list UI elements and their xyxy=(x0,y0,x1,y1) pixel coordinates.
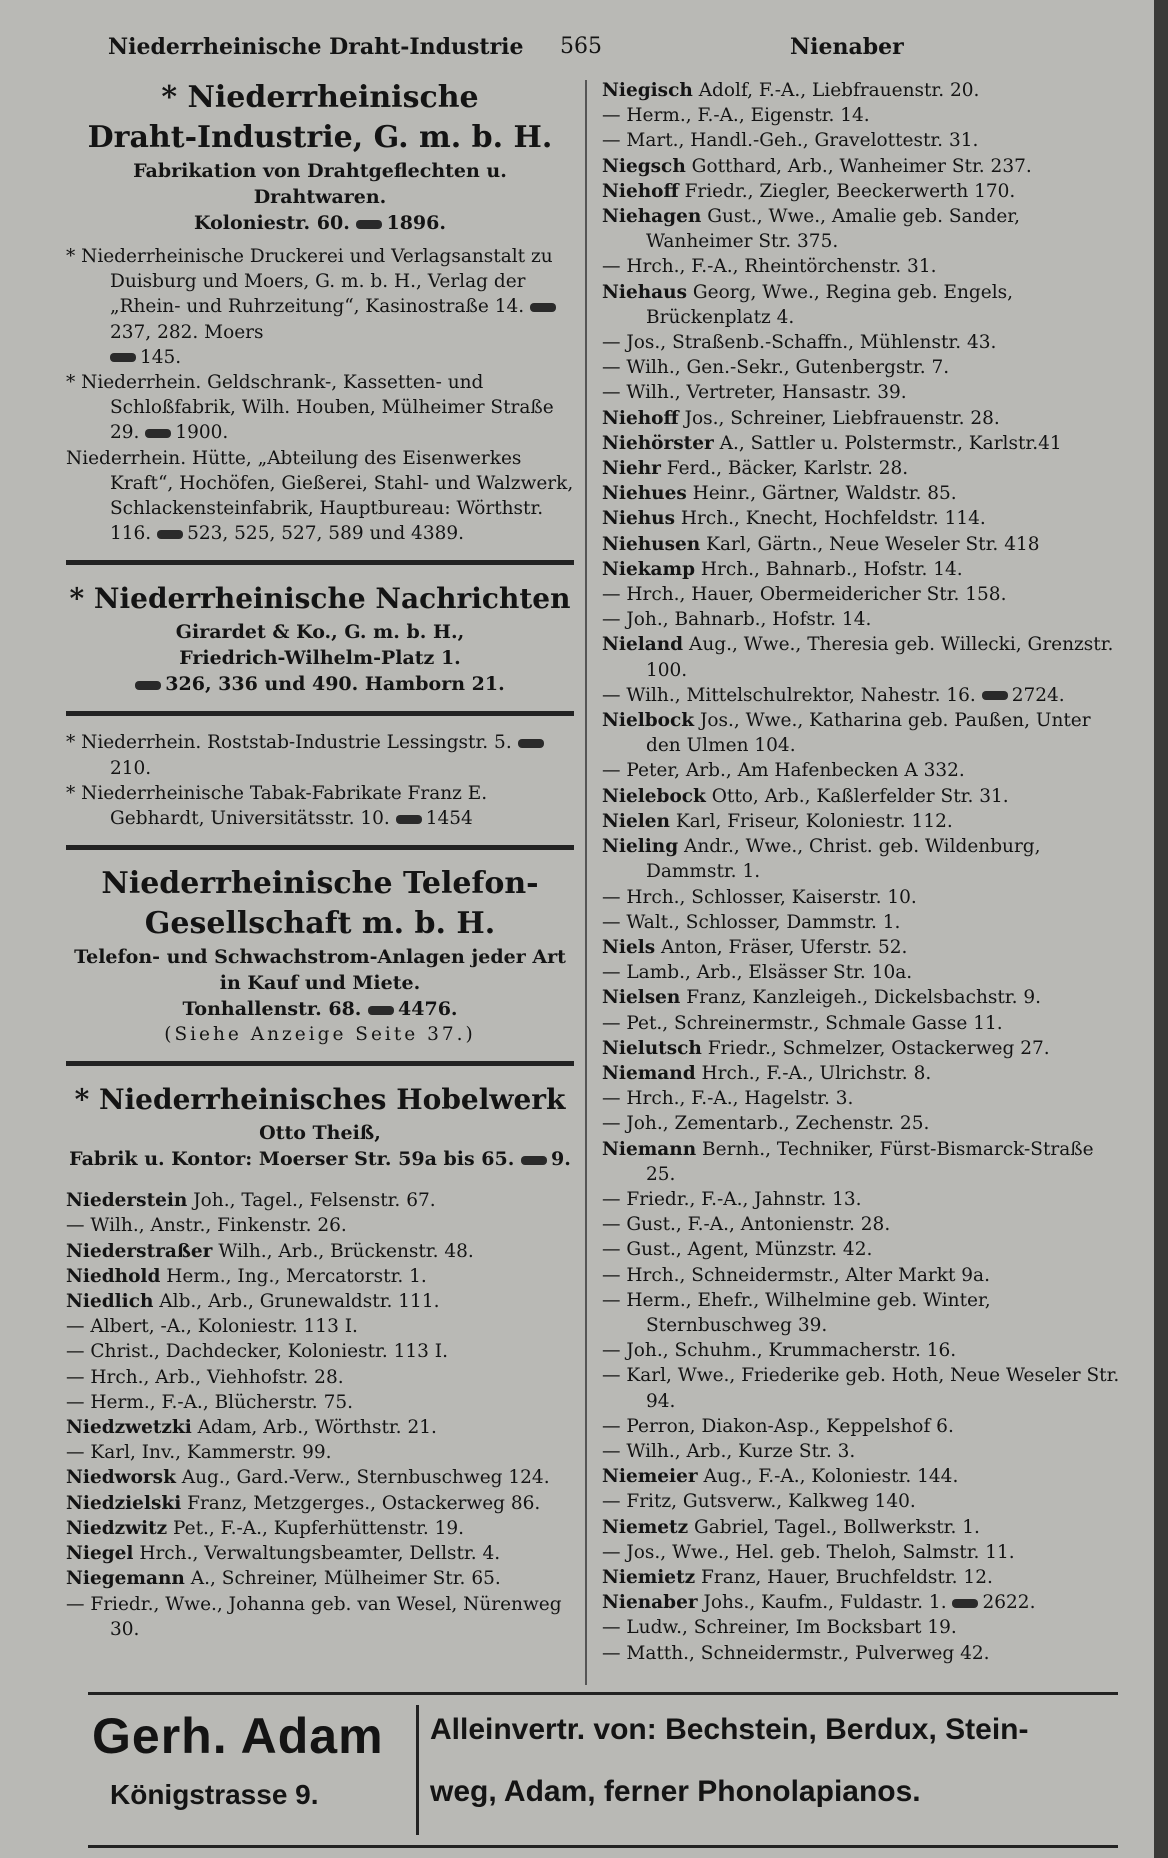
list-item: — Gust., Agent, Münzstr. 42. xyxy=(602,1239,873,1261)
list-item: Niels Anton, Fräser, Uferstr. 52. xyxy=(602,936,908,958)
list-item: — Hrch., Hauer, Obermeidericher Str. 158. xyxy=(602,584,1007,606)
list-item: — Mart., Handl.-Geh., Gravelottestr. 31. xyxy=(602,130,979,152)
list-item: — Hrch., F.-A., Rheintörchenstr. 31. xyxy=(602,256,937,278)
header-left: Niederrheinische Draht-Industrie xyxy=(108,34,524,60)
list-item: — Pet., Schreinermstr., Schmale Gasse 11. xyxy=(602,1012,1003,1034)
list-item: — Herm., F.-A., Eigenstr. 14. xyxy=(602,105,870,127)
list-item: — Wilh., Vertreter, Hansastr. 39. xyxy=(602,382,907,404)
list-item: Niemeier Aug., F.-A., Koloniestr. 144. xyxy=(602,1466,959,1488)
list-item: Niegisch Adolf, F.-A., Liebfrauenstr. 20. xyxy=(602,80,980,101)
nachrichten-line-1: Girardet & Ko., G. m. b. H., xyxy=(175,621,465,644)
list-item: Nielen Karl, Friseur, Koloniestr. 112. xyxy=(602,810,953,832)
list-item: Niehagen Gust., Wwe., Amalie geb. Sander, Wanheimer Str. 375. xyxy=(602,206,1020,253)
ad-line-2: weg, Adam, ferner Phonolapianos. xyxy=(430,1775,921,1808)
divider xyxy=(66,845,574,850)
list-item: — Matth., Schneidermstr., Pulverweg 42. xyxy=(602,1642,990,1664)
list-item: Niehusen Karl, Gärtn., Neue Weseler Str. 418 xyxy=(602,533,1040,555)
list-item: — Hrch., Arb., Viehhofstr. 28. xyxy=(66,1366,344,1388)
telefon-block xyxy=(66,864,574,1047)
telephone-icon xyxy=(368,1006,394,1015)
list-item: — Hrch., Schlosser, Kaiserstr. 10. xyxy=(602,886,917,908)
list-item: Niehues Heinr., Gärtner, Waldstr. 85. xyxy=(602,483,957,505)
telefon-line-2: in Kauf und Miete. xyxy=(219,972,421,995)
telefon-title-2: Gesellschaft m. b. H. xyxy=(144,906,496,942)
list-item: Nielbock Jos., Wwe., Katharina geb. Paußen, Unter den Ulmen 104. xyxy=(602,710,1091,757)
list-item: — Jos., Wwe., Hel. geb. Theloh, Salmstr. 11. xyxy=(602,1541,1015,1563)
list-item: Nielebock Otto, Arb., Kaßlerfelder Str. 31. xyxy=(602,785,1009,807)
list-item: — Joh., Schuhm., Krummacherstr. 16. xyxy=(602,1340,957,1362)
hobelwerk-block xyxy=(66,1080,574,1172)
list-item: Niedworsk Aug., Gard.-Verw., Sternbuschweg 124. xyxy=(66,1467,550,1489)
list-item: — Wilh., Gen.-Sekr., Gutenbergstr. 7. xyxy=(602,357,950,379)
telephone-icon xyxy=(982,691,1008,700)
list-item: — Lamb., Arb., Elsässer Str. 10a. xyxy=(602,962,913,984)
hobelwerk-line-2: Fabrik u. Kontor: Moerser Str. 59a bis 65. 9. xyxy=(69,1148,571,1171)
list-item: — Friedr., F.-A., Jahnstr. 13. xyxy=(602,1188,862,1210)
list-item: * Niederrheinische Tabak-Fabrikate Franz E. Gebhardt, Universitätsstr. 10. 1454 xyxy=(66,782,488,830)
drahtindustrie-title-2: Draht-Industrie, G. m. b. H. xyxy=(87,120,553,155)
list-item: Niemetz Gabriel, Tagel., Bollwerkstr. 1. xyxy=(602,1516,980,1538)
list-item: — Joh., Bahnarb., Hofstr. 14. xyxy=(602,609,872,631)
list-item: Niedzwitz Pet., F.-A., Kupferhüttenstr. 19. xyxy=(66,1517,465,1539)
telephone-icon xyxy=(145,429,171,438)
list-item: Niehoff Jos., Schreiner, Liebfrauenstr. 28. xyxy=(602,407,1000,429)
page-number: 565 xyxy=(560,34,602,59)
telefon-line-1: Telefon- und Schwachstrom-Anlagen jeder Art xyxy=(74,946,566,969)
list-item: — Albert, -A., Koloniestr. 113 I. xyxy=(66,1316,358,1338)
telephone-icon xyxy=(110,353,136,362)
ad-line-1: Alleinvertr. von: Bechstein, Berdux, Stein- xyxy=(430,1713,1029,1746)
list-item: Niederstraßer Wilh., Arb., Brückenstr. 48. xyxy=(66,1240,474,1262)
telefon-line-3: Tonhallenstr. 68. 4476. xyxy=(182,998,458,1021)
list-item: — Walt., Schlosser, Dammstr. 1. xyxy=(602,911,901,933)
list-item: Nielsen Franz, Kanzleigeh., Dickelsbachstr. 9. xyxy=(602,987,1042,1009)
advertisement xyxy=(88,1692,1118,1848)
telefon-title-1: Niederrheinische Telefon- xyxy=(101,866,539,902)
list-item: Niehörster A., Sattler u. Polstermstr., Karlstr.41 xyxy=(602,432,1062,454)
list-item: Niedzielski Franz, Metzgerges., Ostackerweg 86. xyxy=(66,1492,541,1514)
list-item: — Hrch., Schneidermstr., Alter Markt 9a. xyxy=(602,1264,990,1286)
list-item: Niegemann A., Schreiner, Mülheimer Str. 65. xyxy=(66,1568,501,1590)
list-item: — Karl, Wwe., Friederike geb. Hoth, Neue Weseler Str. 94. xyxy=(602,1365,1120,1412)
list-item: Niemand Hrch., F.-A., Ulrichstr. 8. xyxy=(602,1062,932,1084)
ad-street: Königstrasse 9. xyxy=(110,1779,319,1810)
list-item: * Niederrhein. Roststab-Industrie Lessingstr. 5. 210. xyxy=(66,730,574,780)
list-item: Niehoff Friedr., Ziegler, Beeckerwerth 170. xyxy=(602,180,1016,202)
list-item: — Wilh., Anstr., Finkenstr. 26. xyxy=(66,1215,347,1237)
telephone-icon xyxy=(135,681,161,690)
list-item: Niemann Bernh., Techniker, Fürst-Bismarck-Straße 25. xyxy=(602,1138,1094,1185)
list-item: — Wilh., Mittelschulrektor, Nahestr. 16. 2724. xyxy=(602,684,1065,706)
divider xyxy=(66,560,574,565)
telephone-icon xyxy=(396,815,422,824)
list-item: Nielutsch Friedr., Schmelzer, Ostackerweg 27. xyxy=(602,1037,1050,1059)
hobelwerk-line-1: Otto Theiß, xyxy=(259,1122,381,1145)
nachrichten-tel: 326, 336 und 490. Hamborn 21. xyxy=(66,671,574,697)
telephone-icon xyxy=(157,530,183,539)
right-entry-list xyxy=(602,78,1122,1666)
divider xyxy=(66,711,574,716)
list-item: Niehaus Georg, Wwe., Regina geb. Engels, Brückenplatz 4. xyxy=(602,281,1014,328)
left-entry-list xyxy=(66,1188,574,1642)
list-item: Niedlich Alb., Arb., Grunewaldstr. 111. xyxy=(66,1291,440,1313)
list-item: Nienaber Johs., Kaufm., Fuldastr. 1. 2622. xyxy=(602,1592,1036,1614)
list-item: Nieland Aug., Wwe., Theresia geb. Willecki, Grenzstr. 100. xyxy=(602,634,1114,681)
divider xyxy=(66,1061,574,1066)
drahtindustrie-block xyxy=(66,78,574,236)
header-right: Nienaber xyxy=(790,34,904,60)
list-item: * Niederrhein. Geldschrank-, Kassetten- und Schloßfabrik, Wilh. Houben, Mülheimer Straße 29. 1900. xyxy=(66,372,554,444)
right-column xyxy=(602,78,1122,1666)
telefon-note: (Siehe Anzeige Seite 37.) xyxy=(164,1024,476,1046)
list-item: Niederstein Joh., Tagel., Felsenstr. 67. xyxy=(66,1190,436,1212)
list-item: — Christ., Dachdecker, Koloniestr. 113 I. xyxy=(66,1341,448,1363)
list-item: — Karl, Inv., Kammerstr. 99. xyxy=(66,1442,332,1464)
page-edge xyxy=(1154,0,1168,1858)
page-header xyxy=(0,34,1150,66)
list-item: — Fritz, Gutsverw., Kalkweg 140. xyxy=(602,1491,916,1513)
list-item: Niegel Hrch., Verwaltungsbeamter, Dellstr. 4. xyxy=(66,1543,501,1565)
list-item: Nieling Andr., Wwe., Christ. geb. Wildenburg, Dammstr. 1. xyxy=(602,836,1041,883)
list-item: — Ludw., Schreiner, Im Bocksbart 19. xyxy=(602,1617,957,1639)
ad-company-name: Gerh. Adam xyxy=(92,1708,384,1764)
telephone-icon xyxy=(518,739,544,748)
list-item: — Joh., Zementarb., Zechenstr. 25. xyxy=(602,1113,930,1135)
list-item: — Jos., Straßenb.-Schaffn., Mühlenstr. 43. xyxy=(602,332,997,354)
list-item: * Niederrheinische Druckerei und Verlagsanstalt zu Duisburg und Moers, G. m. b. H., Verlag der „Rhein- und Ruhrzeitung“, Kasinostraße 14. 237, 282. Moers 145. xyxy=(66,244,574,370)
drahtindustrie-line-1: Fabrikation von Drahtgeflechten u. Drahtwaren. xyxy=(133,160,507,208)
list-item: — Gust., F.-A., Antonienstr. 28. xyxy=(602,1214,891,1236)
list-item: — Wilh., Arb., Kurze Str. 3. xyxy=(602,1440,856,1462)
list-item: Niedhold Herm., Ing., Mercatorstr. 1. xyxy=(66,1265,427,1287)
list-item: Niehr Ferd., Bäcker, Karlstr. 28. xyxy=(602,458,909,480)
telephone-icon xyxy=(521,1156,547,1165)
list-item: — Peter, Arb., Am Hafenbecken A 332. xyxy=(602,760,965,782)
drahtindustrie-title-1: * Niederrheinische xyxy=(161,80,479,115)
ad-separator xyxy=(416,1705,419,1835)
column-divider xyxy=(585,80,587,1685)
list-item: — Herm., F.-A., Blücherstr. 75. xyxy=(66,1391,353,1413)
list-item: — Friedr., Wwe., Johanna geb. van Wesel, Nürenweg 30. xyxy=(66,1593,562,1640)
list-item: Niedzwetzki Adam, Arb., Wörthstr. 21. xyxy=(66,1417,437,1439)
list-item: Niehus Hrch., Knecht, Hochfeldstr. 114. xyxy=(602,508,986,530)
list-item: Niederrhein. Hütte, „Abteilung des Eisenwerkes Kraft“, Hochöfen, Gießerei, Stahl- und Walzwerk, Schlackensteinfabrik, Hauptbureau: Wörthstr. 116. 523, 525, 527, 589 und 4389. xyxy=(66,447,574,545)
list-item: Niegsch Gotthard, Arb., Wanheimer Str. 237. xyxy=(602,155,1032,177)
telephone-icon xyxy=(530,303,556,312)
nachrichten-block xyxy=(66,579,574,697)
list-item: Niekamp Hrch., Bahnarb., Hofstr. 14. xyxy=(602,558,963,580)
nachrichten-title: * Niederrheinische Nachrichten xyxy=(69,582,571,616)
list-item: — Hrch., F.-A., Hagelstr. 3. xyxy=(602,1088,854,1110)
telephone-icon xyxy=(952,1599,978,1608)
hobelwerk-title: * Niederrheinisches Hobelwerk xyxy=(74,1083,566,1117)
drahtindustrie-line-2: Koloniestr. 60. 1896. xyxy=(194,212,446,234)
left-column xyxy=(66,78,574,1642)
list-item: — Perron, Diakon-Asp., Keppelshof 6. xyxy=(602,1415,954,1437)
list-item: Niemietz Franz, Hauer, Bruchfeldstr. 12. xyxy=(602,1566,993,1588)
list-item: — Herm., Ehefr., Wilhelmine geb. Winter, Sternbuschweg 39. xyxy=(602,1289,991,1336)
telephone-icon xyxy=(356,220,382,229)
nachrichten-line-2: Friedrich-Wilhelm-Platz 1. xyxy=(179,647,461,670)
